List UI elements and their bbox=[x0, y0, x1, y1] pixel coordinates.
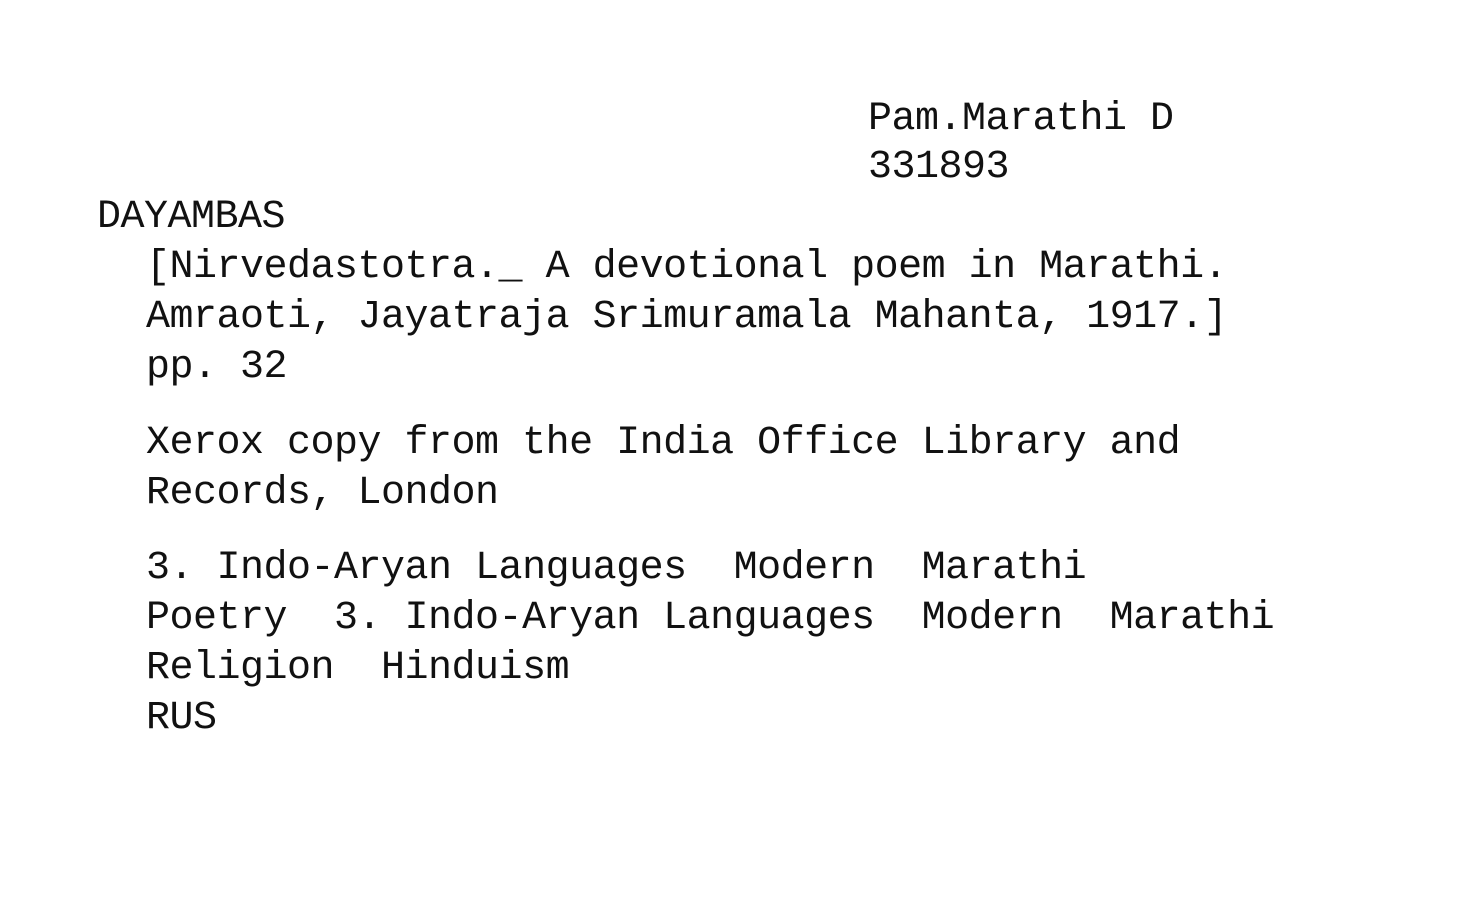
location-code: RUS bbox=[146, 696, 217, 741]
title-line-2: Amraoti, Jayatraja Srimuramala Mahanta, 1917.] bbox=[146, 295, 1228, 340]
call-number-line-2: 331893 bbox=[868, 145, 1010, 190]
note-line-1: Xerox copy from the India Office Library and bbox=[146, 421, 1181, 466]
title-line-1: [Nirvedastotra._ A devotional poem in Marathi. bbox=[146, 245, 1228, 290]
call-number-line-1: Pam.Marathi D bbox=[868, 97, 1174, 142]
subject-line-2: Poetry 3. Indo-Aryan Languages Modern Marathi bbox=[146, 596, 1275, 641]
pagination: pp. 32 bbox=[146, 345, 288, 390]
subject-line-3: Religion Hinduism bbox=[146, 646, 570, 691]
subject-line-1: 3. Indo-Aryan Languages Modern Marathi bbox=[146, 546, 1087, 591]
main-entry-heading: DAYAMBAS bbox=[97, 195, 286, 240]
note-line-2: Records, London bbox=[146, 471, 499, 516]
